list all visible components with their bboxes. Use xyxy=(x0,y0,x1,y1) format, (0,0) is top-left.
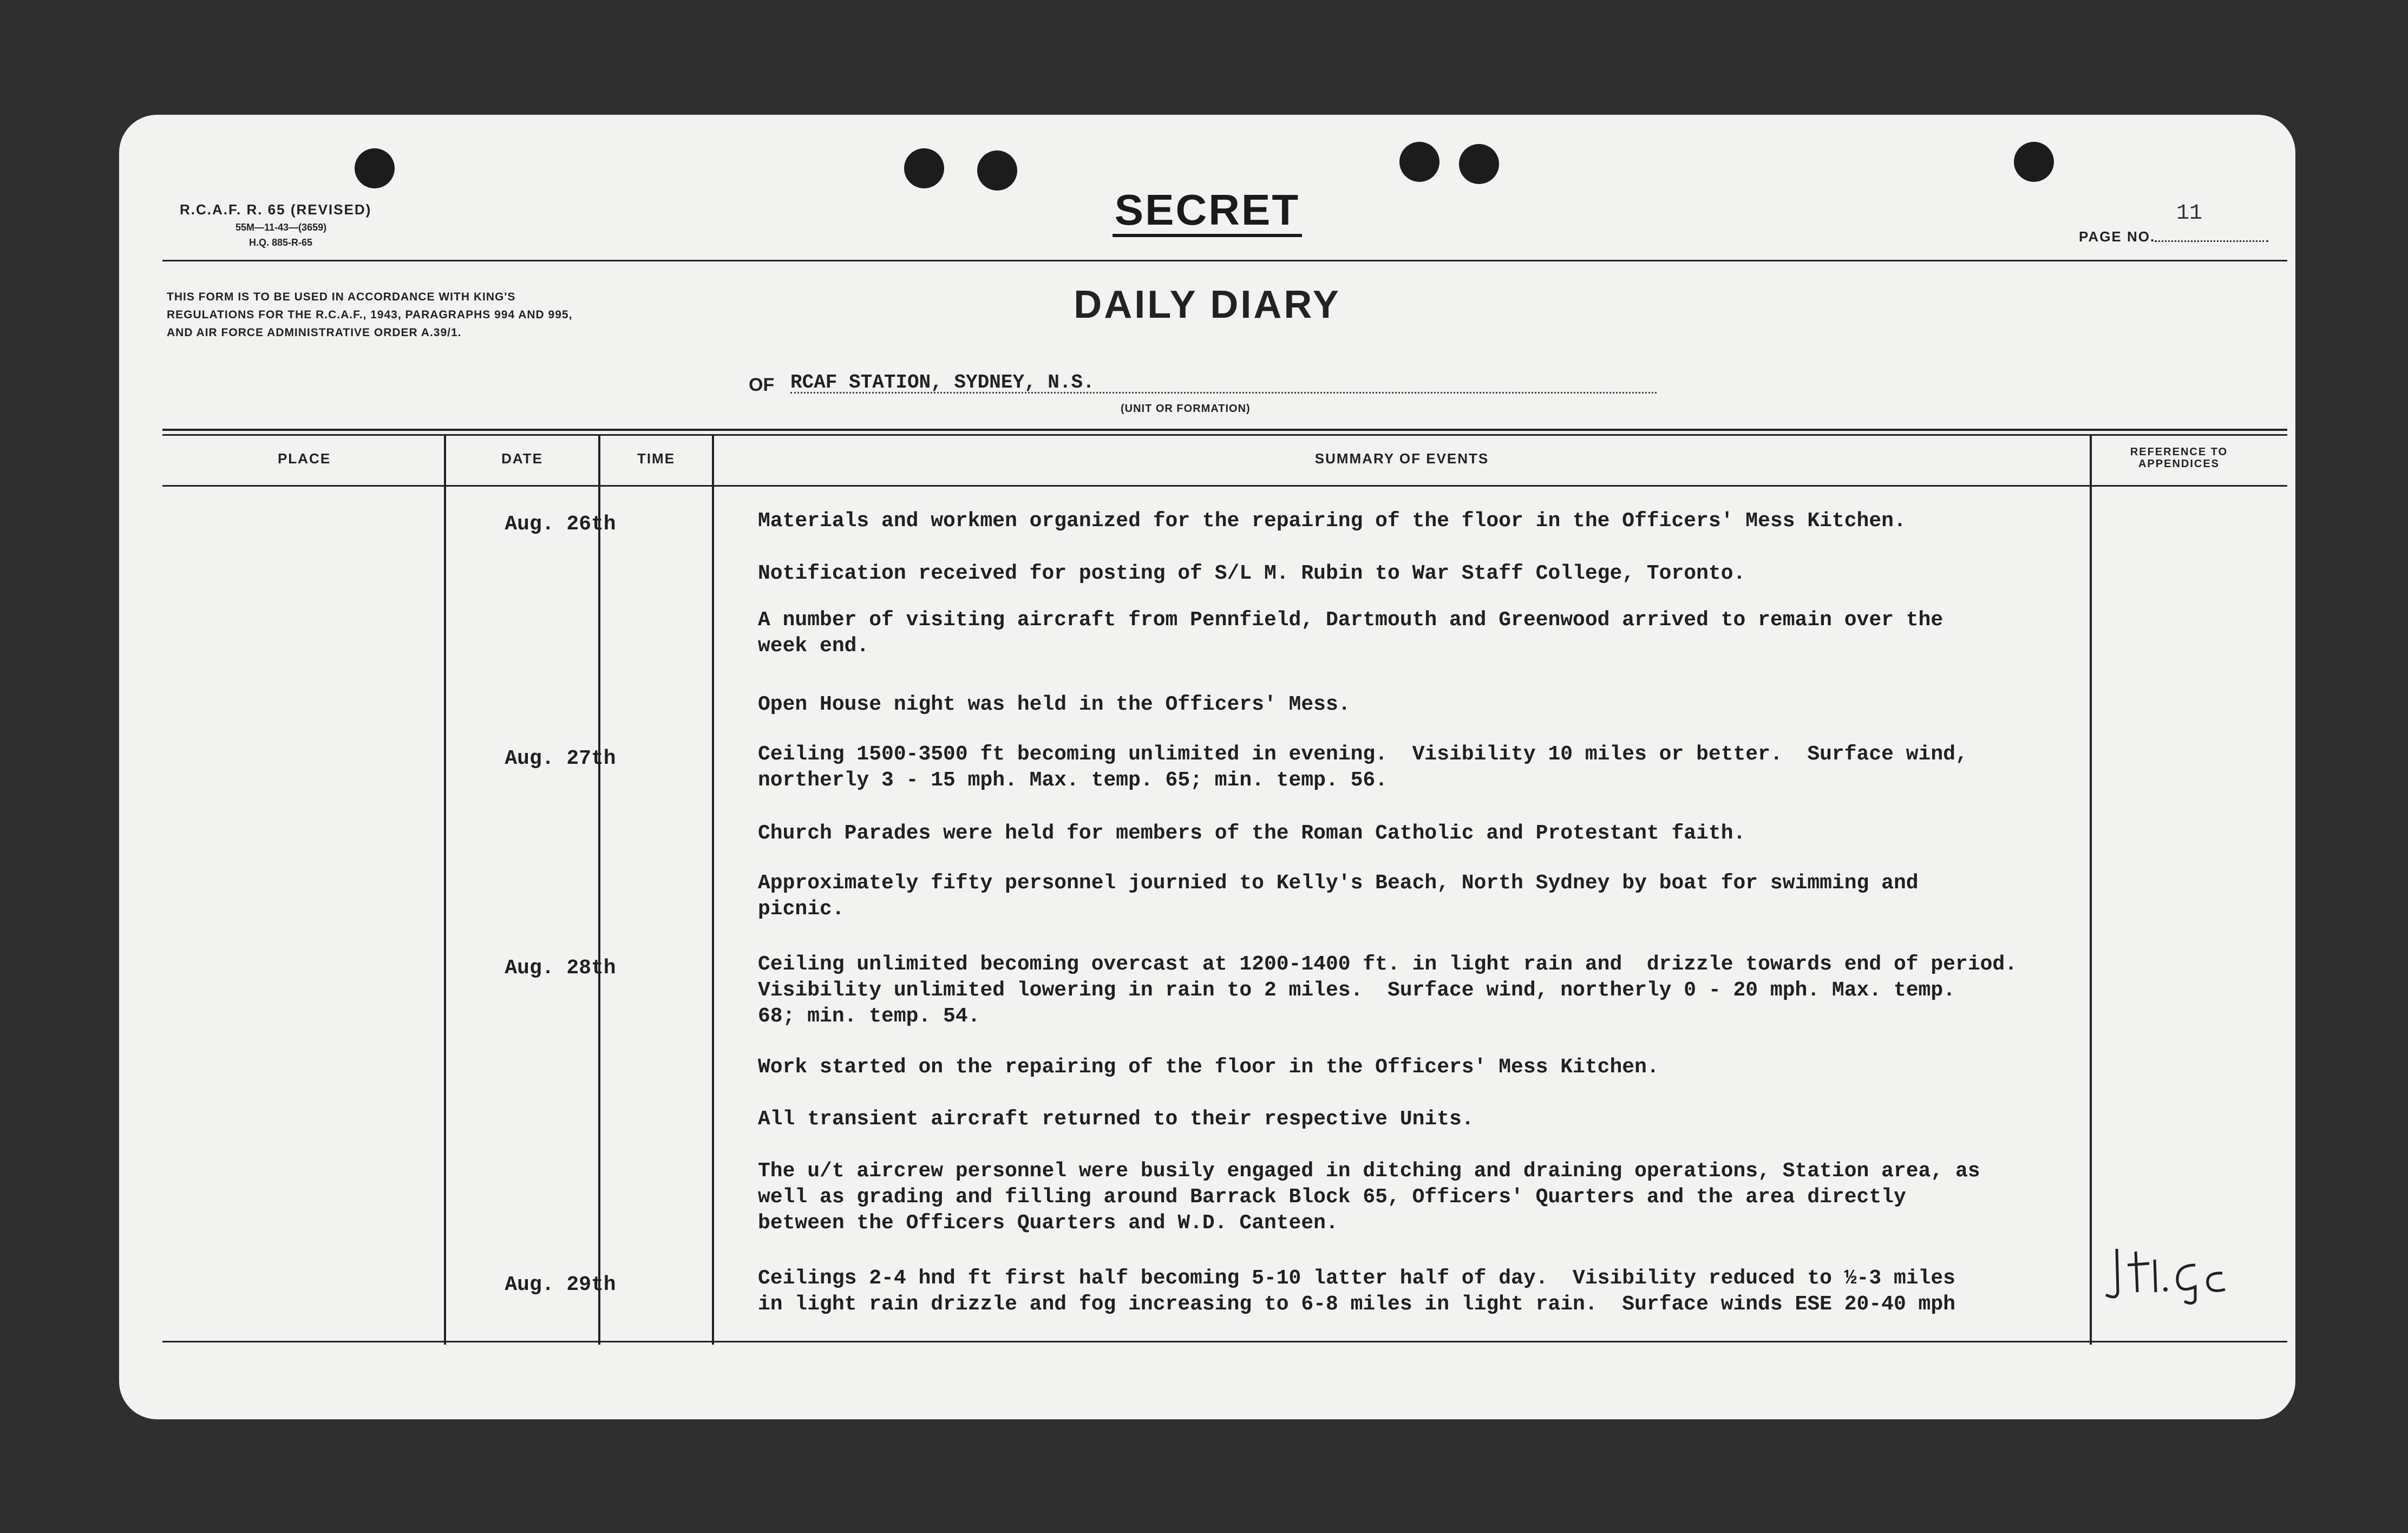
unit-line xyxy=(790,392,1657,394)
punch-hole xyxy=(1459,144,1499,184)
form-id: R.C.A.F. R. 65 (REVISED) xyxy=(180,201,372,218)
table-top-rule xyxy=(162,429,2287,431)
event-entry: Ceiling unlimited becoming overcast at 1200-1400 ft. in light rain and drizzle towards end of period. Visibility unlimited lowering in rain to 2 miles. Surface wind, northerly 0 - 20 mph. Max. temp. 68; min. temp. 54. xyxy=(758,953,2017,1028)
column-divider xyxy=(444,435,446,1345)
unit-name: RCAF STATION, SYDNEY, N.S. xyxy=(790,371,1095,394)
form-notice: THIS FORM IS TO BE USED IN ACCORDANCE WITH KING'S REGULATIONS FOR THE R.C.A.F., 1943, PARAGRAPHS 994 AND 995, AND AIR FORCE ADMINISTRATIVE ORDER A.39/1. xyxy=(167,291,573,339)
form-number: 55M—11-43—(3659) xyxy=(235,222,327,233)
punch-hole xyxy=(977,150,1017,191)
event-entry: Notification received for posting of S/L M. Rubin to War Staff College, Toronto. xyxy=(758,562,1746,585)
initials-signature xyxy=(2095,1241,2236,1306)
punch-hole xyxy=(1399,142,1439,182)
date-cell: Aug. 28th xyxy=(505,957,616,980)
event-entry: Ceilings 2-4 hnd ft first half becoming 5-10 latter half of day. Visibility reduced to ½-3 miles in light rain drizzle and fog increasing to 6-8 miles in light rain. Surface winds ESE 20-40 mph xyxy=(758,1267,1955,1316)
date-cell: Aug. 29th xyxy=(505,1273,616,1296)
punch-hole xyxy=(904,148,944,188)
column-header-place: PLACE xyxy=(277,450,331,467)
column-divider xyxy=(598,435,600,1345)
event-entry: All transient aircraft returned to their respective Units. xyxy=(758,1108,1474,1131)
unit-of-label: OF xyxy=(749,375,775,395)
table-top-rule xyxy=(162,434,2287,436)
punch-hole xyxy=(2014,142,2054,182)
page-number-line xyxy=(2155,240,2268,242)
page-label: PAGE NO. xyxy=(2079,228,2156,245)
event-entry: Work started on the repairing of the floor in the Officers' Mess Kitchen. xyxy=(758,1056,1659,1079)
column-header-summary: SUMMARY OF EVENTS xyxy=(1314,450,1489,467)
header-rule xyxy=(162,260,2287,261)
event-entry: Approximately fifty personnel journied to Kelly's Beach, North Sydney by boat for swimming and picnic. xyxy=(758,872,1919,921)
column-divider xyxy=(712,435,714,1345)
table-bottom-rule xyxy=(162,1341,2287,1342)
event-entry: Open House night was held in the Officers' Mess. xyxy=(758,693,1351,716)
event-entry: A number of visiting aircraft from Pennfield, Dartmouth and Greenwood arrived to remain over the week end. xyxy=(758,608,1944,658)
event-entry: The u/t aircrew personnel were busily engaged in ditching and draining operations, Station area, as well as grading and filling around Barrack Block 65, Officers' Quarters and the area directly between the Officers Quarters and W.D. Canteen. xyxy=(758,1159,1980,1235)
date-cell: Aug. 27th xyxy=(505,747,616,770)
diary-form-card xyxy=(119,115,2295,1419)
event-entry: Ceiling 1500-3500 ft becoming unlimited in evening. Visibility 10 miles or better. Surface wind, northerly 3 - 15 mph. Max. temp. 65; min. temp. 56. xyxy=(758,743,1968,792)
page-number: 11 xyxy=(2176,201,2203,226)
form-reference: H.Q. 885-R-65 xyxy=(249,237,313,248)
punch-hole xyxy=(355,148,395,188)
classification-text: SECRET xyxy=(1113,186,1303,237)
table-header-rule xyxy=(162,485,2287,487)
form-title: DAILY DIARY xyxy=(1074,283,1341,326)
column-header-date: DATE xyxy=(501,450,543,467)
event-entry: Church Parades were held for members of the Roman Catholic and Protestant faith. xyxy=(758,822,1746,845)
classification-heading xyxy=(119,185,2295,235)
unit-caption: (UNIT OR FORMATION) xyxy=(1121,403,1251,415)
column-header-time: TIME xyxy=(637,450,676,467)
date-cell: Aug. 26th xyxy=(505,513,616,536)
event-entry: Materials and workmen organized for the repairing of the floor in the Officers' Mess Kitchen. xyxy=(758,509,1906,533)
column-header-reference: REFERENCE TO APPENDICES xyxy=(2130,446,2228,470)
